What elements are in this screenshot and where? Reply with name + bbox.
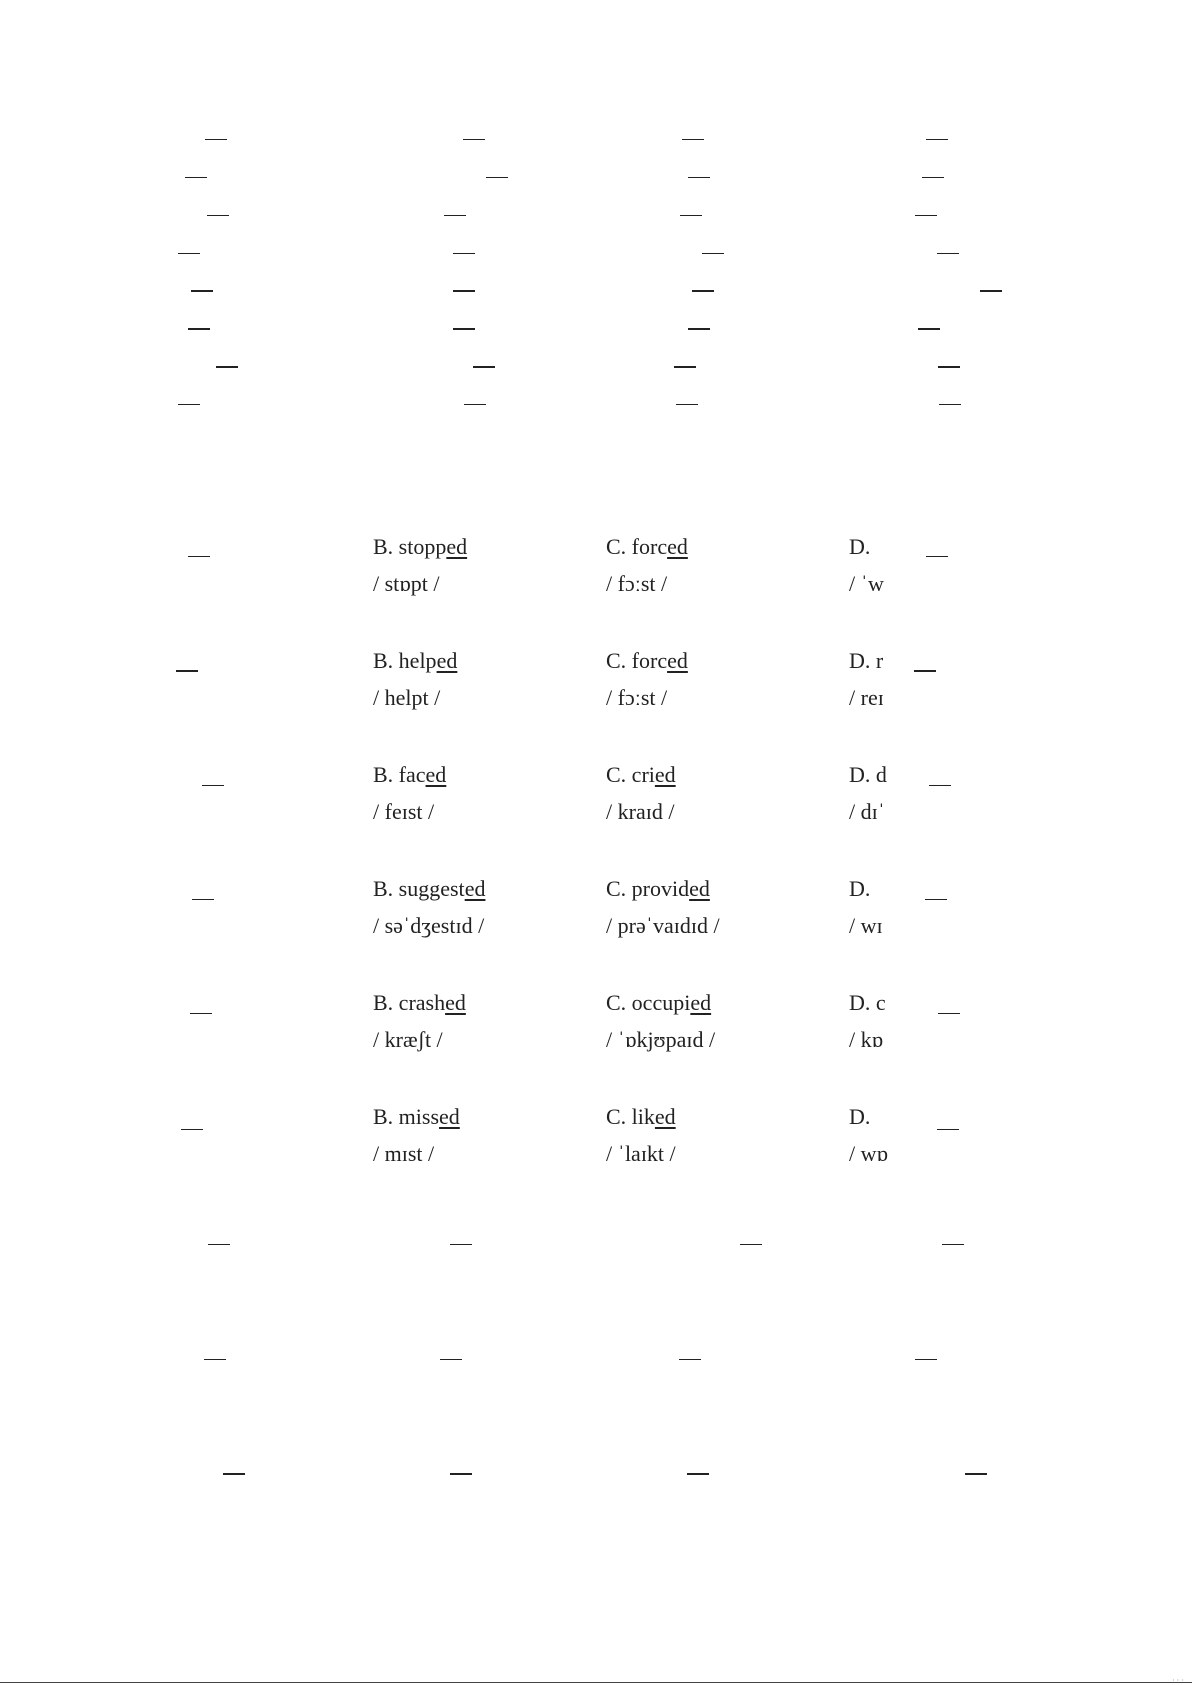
blank-line <box>925 899 947 900</box>
page-bottom-rule <box>0 1682 1192 1683</box>
blank-line <box>980 290 1002 292</box>
blank-line <box>942 1244 964 1245</box>
blank-line <box>181 1129 203 1130</box>
corner-mark: · · · <box>1172 1676 1184 1685</box>
option-b-phonetic: / stɒpt / <box>373 571 440 596</box>
blank-line <box>918 328 940 330</box>
option-stem: C. occupi <box>606 990 691 1015</box>
blank-line <box>687 1473 709 1475</box>
option-ending: ed <box>445 990 466 1015</box>
blank-line <box>702 253 724 254</box>
blank-line <box>176 670 198 672</box>
option-d-phonetic: / ˈw <box>849 571 884 596</box>
option-stem: B. help <box>373 648 437 673</box>
blank-line <box>202 785 224 786</box>
option-d-phonetic: / wɪ <box>849 913 883 938</box>
blank-line <box>178 253 200 254</box>
blank-line <box>922 177 944 178</box>
blank-line <box>938 1013 960 1014</box>
option-stem: C. forc <box>606 534 668 559</box>
option-d: D. r <box>849 648 884 673</box>
blank-line <box>185 177 207 178</box>
option-ending: ed <box>689 876 710 901</box>
option-stem: C. provid <box>606 876 690 901</box>
option-d-phonetic: / wɒ <box>849 1141 889 1166</box>
option-c <box>606 648 688 674</box>
blank-line <box>205 139 227 140</box>
option-b <box>373 990 466 1016</box>
option-c <box>606 876 710 902</box>
option-ending: ed <box>439 1104 460 1129</box>
option-stem: B. crash <box>373 990 446 1015</box>
option-stem: B. fac <box>373 762 426 787</box>
option-b <box>373 534 467 560</box>
blank-line <box>453 290 475 292</box>
blank-line <box>188 328 210 330</box>
blank-line <box>464 404 486 405</box>
blank-line <box>453 328 475 330</box>
option-c <box>606 762 676 788</box>
option-d: D. d <box>849 762 887 787</box>
blank-line <box>926 139 948 140</box>
option-stem: C. lik <box>606 1104 655 1129</box>
option-b <box>373 1104 460 1130</box>
blank-line <box>473 366 495 368</box>
blank-line <box>178 404 200 405</box>
blank-line <box>440 1359 462 1360</box>
blank-line <box>676 404 698 405</box>
option-ending: ed <box>436 648 458 673</box>
option-b-phonetic: / helpt / <box>373 685 441 710</box>
option-c-phonetic: / ˈɒkjʊpaɪd / <box>606 1027 716 1052</box>
option-stem: B. miss <box>373 1104 440 1129</box>
option-d: D. <box>849 534 871 559</box>
option-b-phonetic: / kræʃt / <box>373 1027 443 1052</box>
blank-line <box>965 1473 987 1475</box>
option-ending: ed <box>425 762 447 787</box>
option-d-phonetic: / dɪˈ <box>849 799 886 824</box>
blank-line <box>688 177 710 178</box>
blank-line <box>915 215 937 216</box>
option-c <box>606 1104 676 1130</box>
option-c-phonetic: / prəˈvaɪdɪd / <box>606 913 720 938</box>
option-b <box>373 876 485 902</box>
blank-line <box>915 1359 937 1360</box>
blank-line <box>190 1013 212 1014</box>
option-stem: C. forc <box>606 648 668 673</box>
blank-line <box>692 290 714 292</box>
option-ending: ed <box>446 534 468 559</box>
option-b <box>373 762 446 788</box>
blank-line <box>191 290 213 292</box>
blank-line <box>929 785 951 786</box>
blank-line <box>216 366 238 368</box>
option-c-phonetic: / kraɪd / <box>606 799 675 824</box>
option-d: D. c <box>849 990 886 1015</box>
option-c <box>606 990 711 1016</box>
blank-line <box>939 404 961 405</box>
blank-line <box>926 556 948 557</box>
blank-line <box>207 215 229 216</box>
option-c-phonetic: / fɔːst / <box>606 685 668 710</box>
blank-line <box>674 366 696 368</box>
blank-line <box>914 670 936 672</box>
blank-line <box>938 366 960 368</box>
option-b-phonetic: / səˈdʒestɪd / <box>373 913 485 938</box>
blank-line <box>208 1244 230 1245</box>
blank-line <box>486 177 508 178</box>
blank-line <box>463 139 485 140</box>
blank-line <box>680 215 702 216</box>
option-d-phonetic: / reɪ <box>849 685 884 710</box>
blank-line <box>682 139 704 140</box>
option-d: D. <box>849 1104 871 1129</box>
option-stem: B. stopp <box>373 534 447 559</box>
blank-line <box>450 1244 472 1245</box>
option-c-phonetic: / ˈlaɪkt / <box>606 1141 676 1166</box>
option-ending: ed <box>654 762 676 787</box>
option-ending: ed <box>667 648 688 673</box>
option-d: D. <box>849 876 871 901</box>
blank-line <box>453 253 475 254</box>
option-stem: B. suggest <box>373 876 465 901</box>
option-b-phonetic: / feɪst / <box>373 799 435 824</box>
option-c <box>606 534 688 560</box>
option-c-phonetic: / fɔːst / <box>606 571 668 596</box>
blank-line <box>450 1473 472 1475</box>
option-ending: ed <box>464 876 486 901</box>
option-b-phonetic: / mɪst / <box>373 1141 435 1166</box>
option-ending: ed <box>667 534 688 559</box>
blank-line <box>223 1473 245 1475</box>
option-d-phonetic: / kɒ <box>849 1027 884 1052</box>
blank-line <box>188 556 210 557</box>
blank-line <box>444 215 466 216</box>
blank-line <box>937 253 959 254</box>
option-stem: C. cri <box>606 762 655 787</box>
blank-line <box>192 899 214 900</box>
blank-line <box>740 1244 762 1245</box>
option-ending: ed <box>654 1104 676 1129</box>
blank-line <box>679 1359 701 1360</box>
blank-line <box>688 328 710 330</box>
blank-line <box>204 1359 226 1360</box>
option-ending: ed <box>690 990 712 1015</box>
option-b <box>373 648 457 674</box>
blank-line <box>937 1129 959 1130</box>
